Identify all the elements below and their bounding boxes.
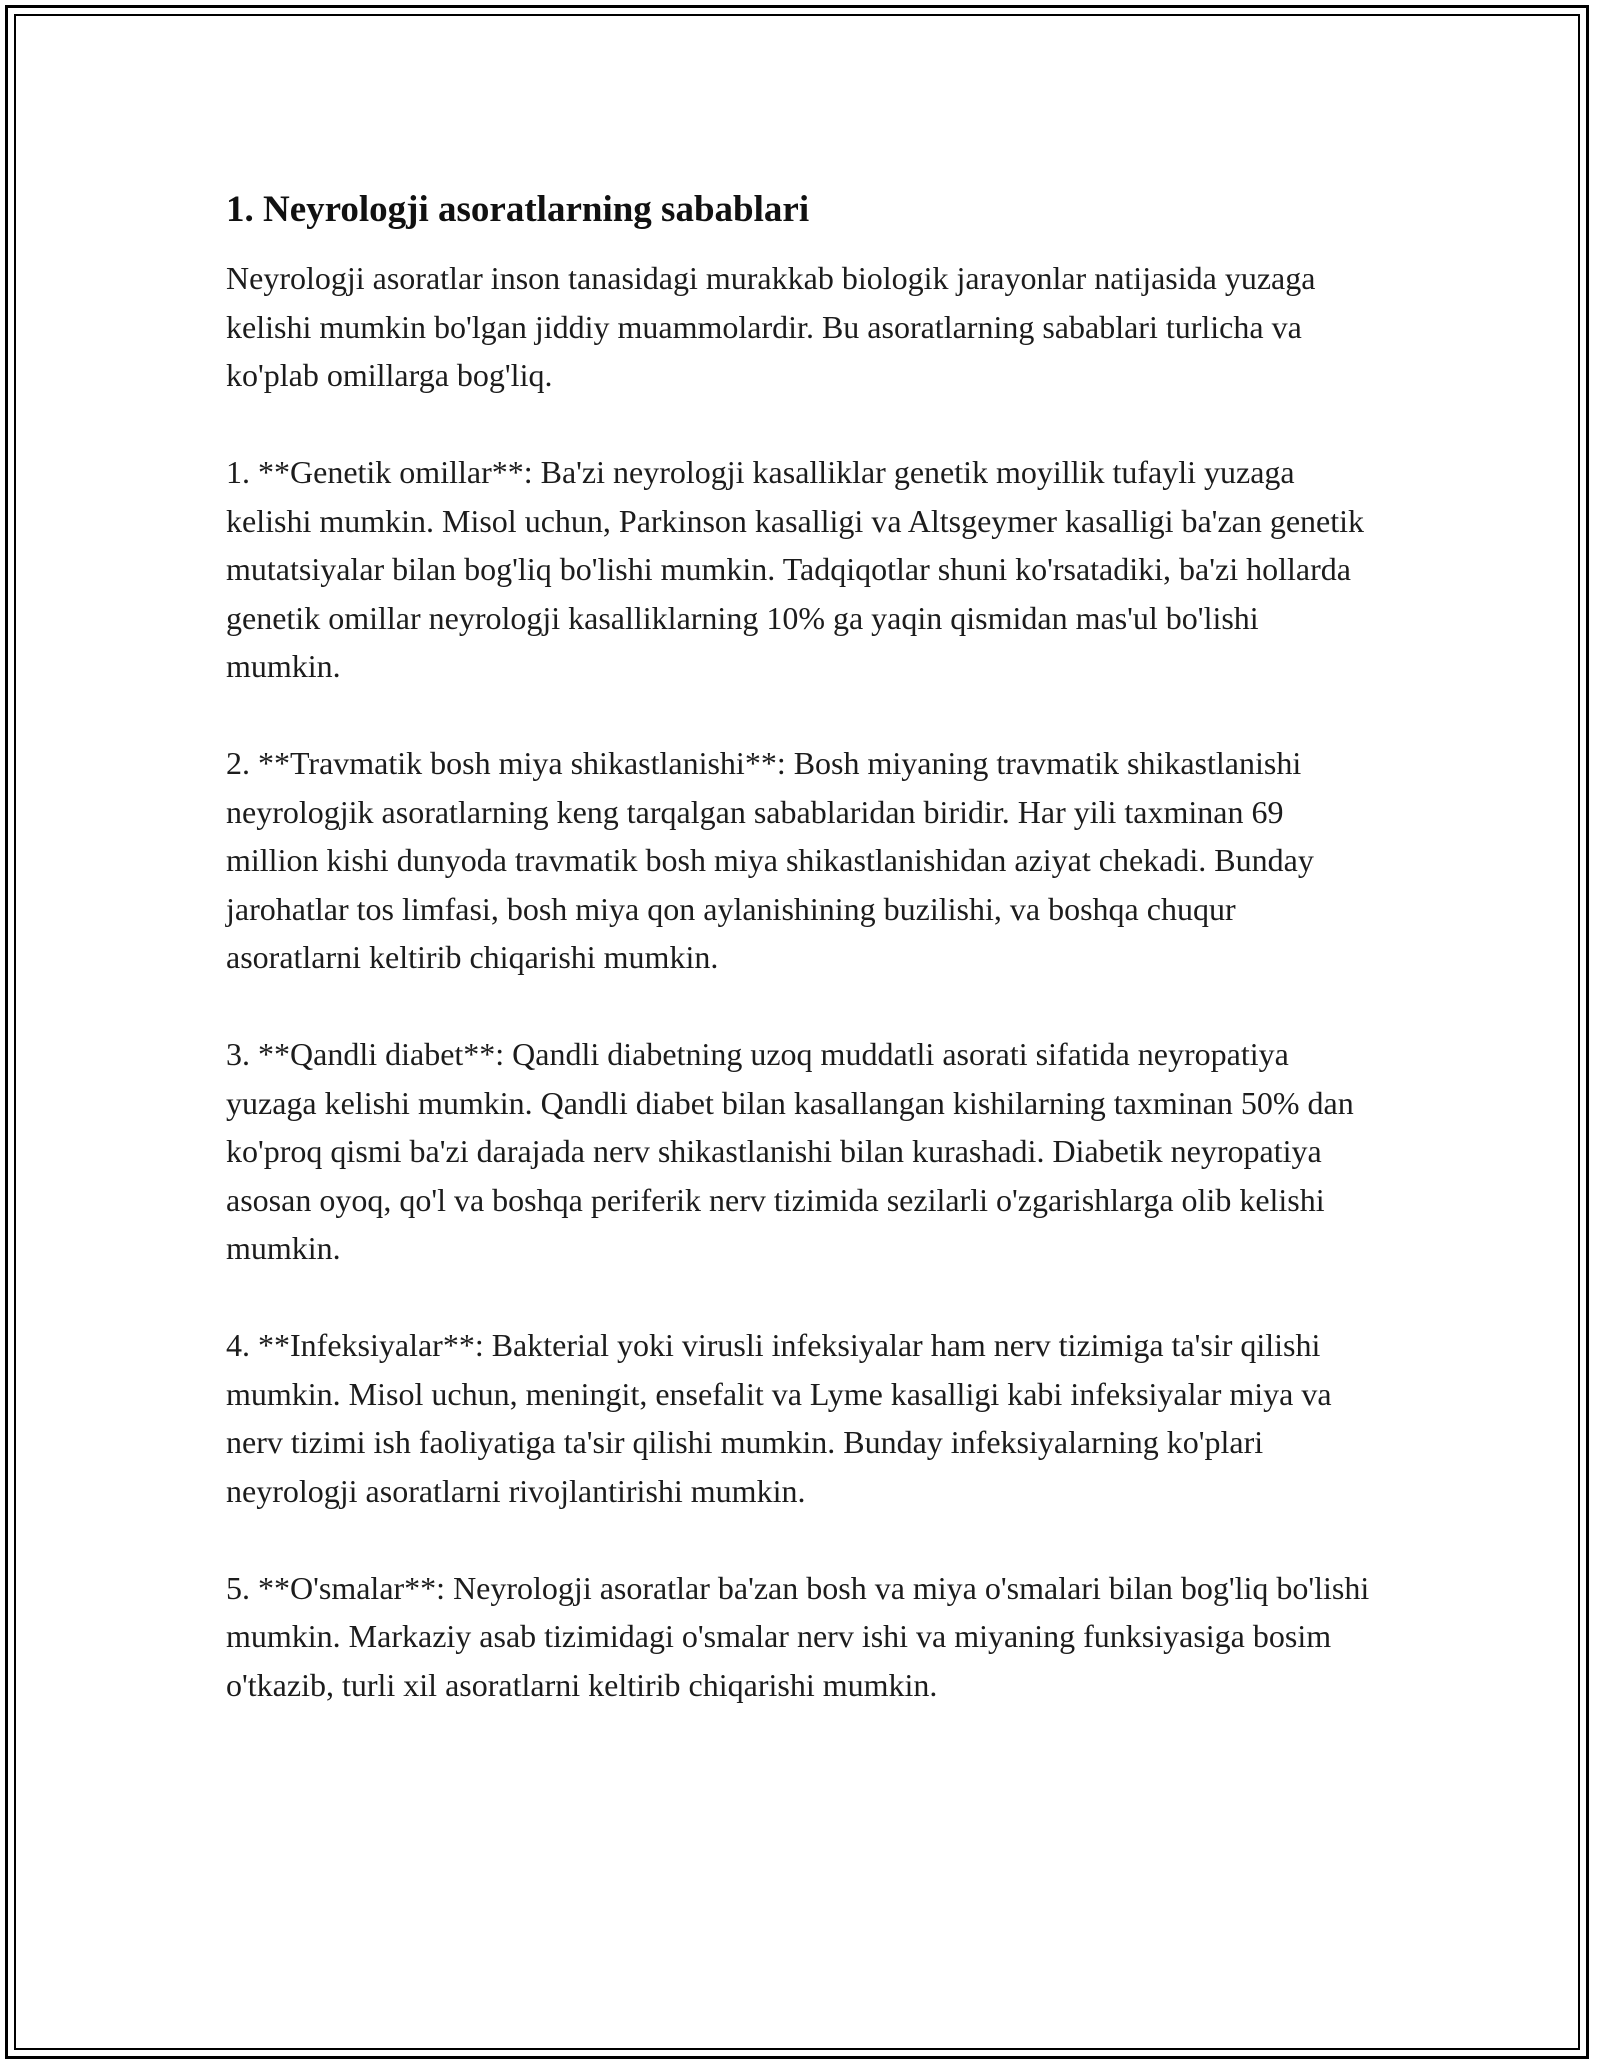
paragraph-infections: 4. **Infeksiyalar**: Bakterial yoki virusli infeksiyalar ham nerv tizimiga ta'sir qilishi mumkin. Misol uchun, meningit, ensefalit va Lyme kasalligi kabi infeksiyalar miya va nerv tizimi ish faoliyatiga ta'sir qilishi mumkin. Bunday infeksiyalarning ko'plari neyrologji asoratlarni rivojlantirishi mumkin. xyxy=(226,1327,1332,1509)
paragraph-genetic-factors: 1. **Genetik omillar**: Ba'zi neyrologji kasalliklar genetik moyillik tufayli yuzaga kelishi mumkin. Misol uchun, Parkinson kasalligi va Altsgeymer kasalligi ba'zan genetik mutatsiyalar bilan bog'liq bo'lishi mumkin. Tadqiqotlar shuni ko'rsatadiki, ba'zi hollarda genetik omillar neyrologji kasalliklarning 10% ga yaqin qismidan mas'ul bo'lishi mumkin. xyxy=(226,454,1365,684)
paragraph-tumors: 5. **O'smalar**: Neyrologji asoratlar ba'zan bosh va miya o'smalari bilan bog'liq bo'lishi mumkin. Markaziy asab tizimidagi o'smalar nerv ishi va miyaning funksiyasiga bosim o'tkazib, turli xil asoratlarni keltirib chiqarishi mumkin. xyxy=(226,1569,1370,1703)
intro-paragraph: Neyrologji asoratlar inson tanasidagi murakkab biologik jarayonlar natijasida yuzaga kelishi mumkin bo'lgan jiddiy muammolardir. Bu asoratlarning sabablari turlicha va ko'plab omillarga bog'liq. xyxy=(226,260,1316,393)
paragraph-diabetes: 3. **Qandli diabet**: Qandli diabetning uzoq muddatli asorati sifatida neyropatiya yuzaga kelishi mumkin. Qandli diabet bilan kasallangan kishilarning taxminan 50% dan ko'proq qismi ba'zi darajada nerv shikastlanishi bilan kurashadi. Diabetik neyropatiya asosan oyoq, qo'l va boshqa periferik nerv tizimida sezilarli o'zgarishlarga olib kelishi mumkin. xyxy=(226,1036,1354,1266)
section-heading: 1. Neyrologji asoratlarning sabablari xyxy=(226,189,810,230)
document-body xyxy=(226,176,1376,1758)
paragraph-traumatic-brain-injury: 2. **Travmatik bosh miya shikastlanishi**: Bosh miyaning travmatik shikastlanishi neyrologjik asoratlarning keng tarqalgan sabablaridan biridir. Har yili taxminan 69 million kishi dunyoda travmatik bosh miya shikastlanishidan aziyat chekadi. Bunday jarohatlar tos limfasi, bosh miya qon aylanishining buzilishi, va boshqa chuqur asoratlarni keltirib chiqarishi mumkin. xyxy=(226,745,1314,975)
